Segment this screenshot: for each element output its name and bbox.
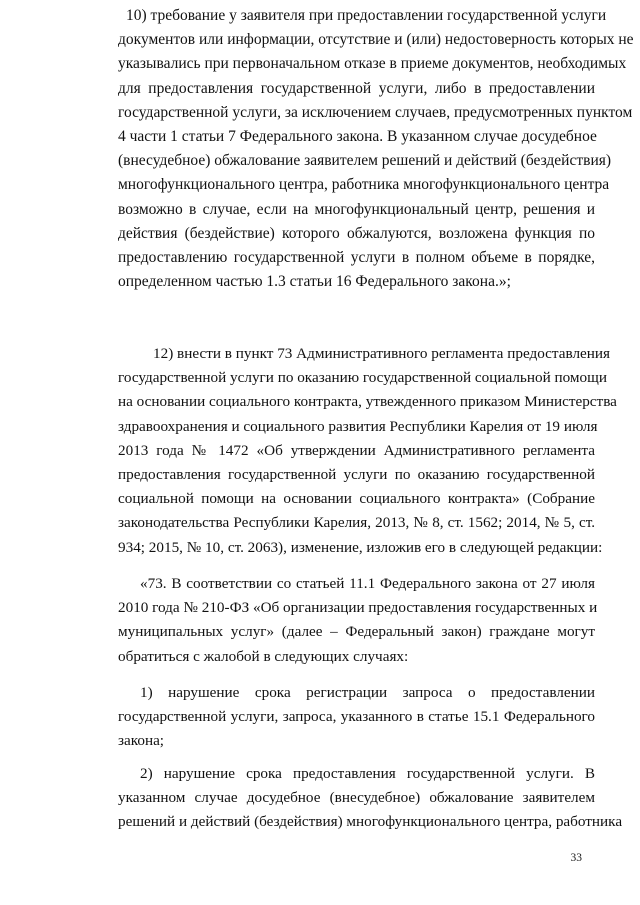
text-line: государственной услуги по оказанию государственной социальной помощи bbox=[118, 369, 607, 387]
text-line: для предоставления государственной услуги, либо в предоставлении bbox=[118, 79, 595, 97]
text-line: многофункционального центра, работника многофункционального центра bbox=[118, 176, 610, 194]
text-line: решений и действий (бездействия) многофункционального центра, работника bbox=[118, 813, 623, 831]
text-line: определенном частью 1.3 статьи 16 Федерального закона.»; bbox=[118, 273, 511, 291]
paragraph-item-10 bbox=[118, 4, 634, 294]
text-line: законодательства Республики Карелия, 2013, № 8, ст. 1562; 2014, № 5, ст. bbox=[118, 514, 595, 532]
text-line: предоставлению государственной услуги в полном объеме в порядке, bbox=[118, 249, 595, 267]
text-line: государственной услуги, за исключением случаев, предусмотренных пунктом bbox=[118, 103, 633, 121]
text-line: «73. В соответствии со статьей 11.1 Федерального закона от 27 июля bbox=[140, 575, 595, 592]
page-number: 33 bbox=[570, 852, 582, 864]
text-line: 2013 года № 1472 «Об утверждении Административного регламента bbox=[118, 441, 595, 459]
text-line: возможно в случае, если на многофункциональный центр, решения и bbox=[118, 200, 595, 218]
text-line: государственной услуги, запроса, указанного в статье 15.1 Федерального bbox=[118, 708, 595, 726]
text-line: здравоохранения и социального развития Республики Карелия от 19 июля bbox=[118, 417, 598, 435]
text-line: 2010 года № 210-ФЗ «Об организации предоставления государственных и bbox=[118, 599, 598, 617]
paragraph-item-73-intro bbox=[118, 572, 598, 669]
text-line: 1) нарушение срока регистрации запроса о предоставлении bbox=[140, 684, 595, 701]
text-line: 12) внести в пункт 73 Административного регламента предоставления bbox=[153, 345, 611, 362]
text-line: указанном случае досудебное (внесудебное) обжалование заявителем bbox=[118, 789, 595, 807]
text-line: (внесудебное) обжалование заявителем решений и действий (бездействия) bbox=[118, 152, 612, 170]
text-line: 4 части 1 статьи 7 Федерального закона. В указанном случае досудебное bbox=[118, 128, 597, 146]
text-line: 2) нарушение срока предоставления государственной услуги. В bbox=[140, 765, 595, 782]
text-line: документов или информации, отсутствие и (или) недостоверность которых не bbox=[118, 31, 634, 49]
text-line: 934; 2015, № 10, ст. 2063), изменение, изложив его в следующей редакции: bbox=[118, 538, 603, 556]
text-line: указывались при первоначальном отказе в приеме документов, необходимых bbox=[118, 55, 627, 73]
text-line: закона; bbox=[118, 732, 165, 750]
text-line: муниципальных услуг» (далее – Федеральный закон) граждане могут bbox=[118, 623, 595, 641]
text-line: 10) требование у заявителя при предоставлении государственной услуги bbox=[126, 7, 607, 24]
paragraph-item-73-1 bbox=[118, 681, 595, 754]
text-line: обратиться с жалобой в следующих случаях: bbox=[118, 647, 409, 665]
text-line: социальной помощи на основании социального контракта» (Собрание bbox=[118, 490, 595, 508]
text-line: на основании социального контракта, утвежденного приказом Министерства bbox=[118, 393, 617, 411]
paragraph-item-73-2 bbox=[118, 762, 623, 835]
paragraph-item-12 bbox=[118, 342, 617, 560]
text-line: действия (бездействие) которого обжалуются, возложена функция по bbox=[118, 224, 595, 242]
text-line: предоставления государственной услуги по оказанию государственной bbox=[118, 466, 595, 484]
